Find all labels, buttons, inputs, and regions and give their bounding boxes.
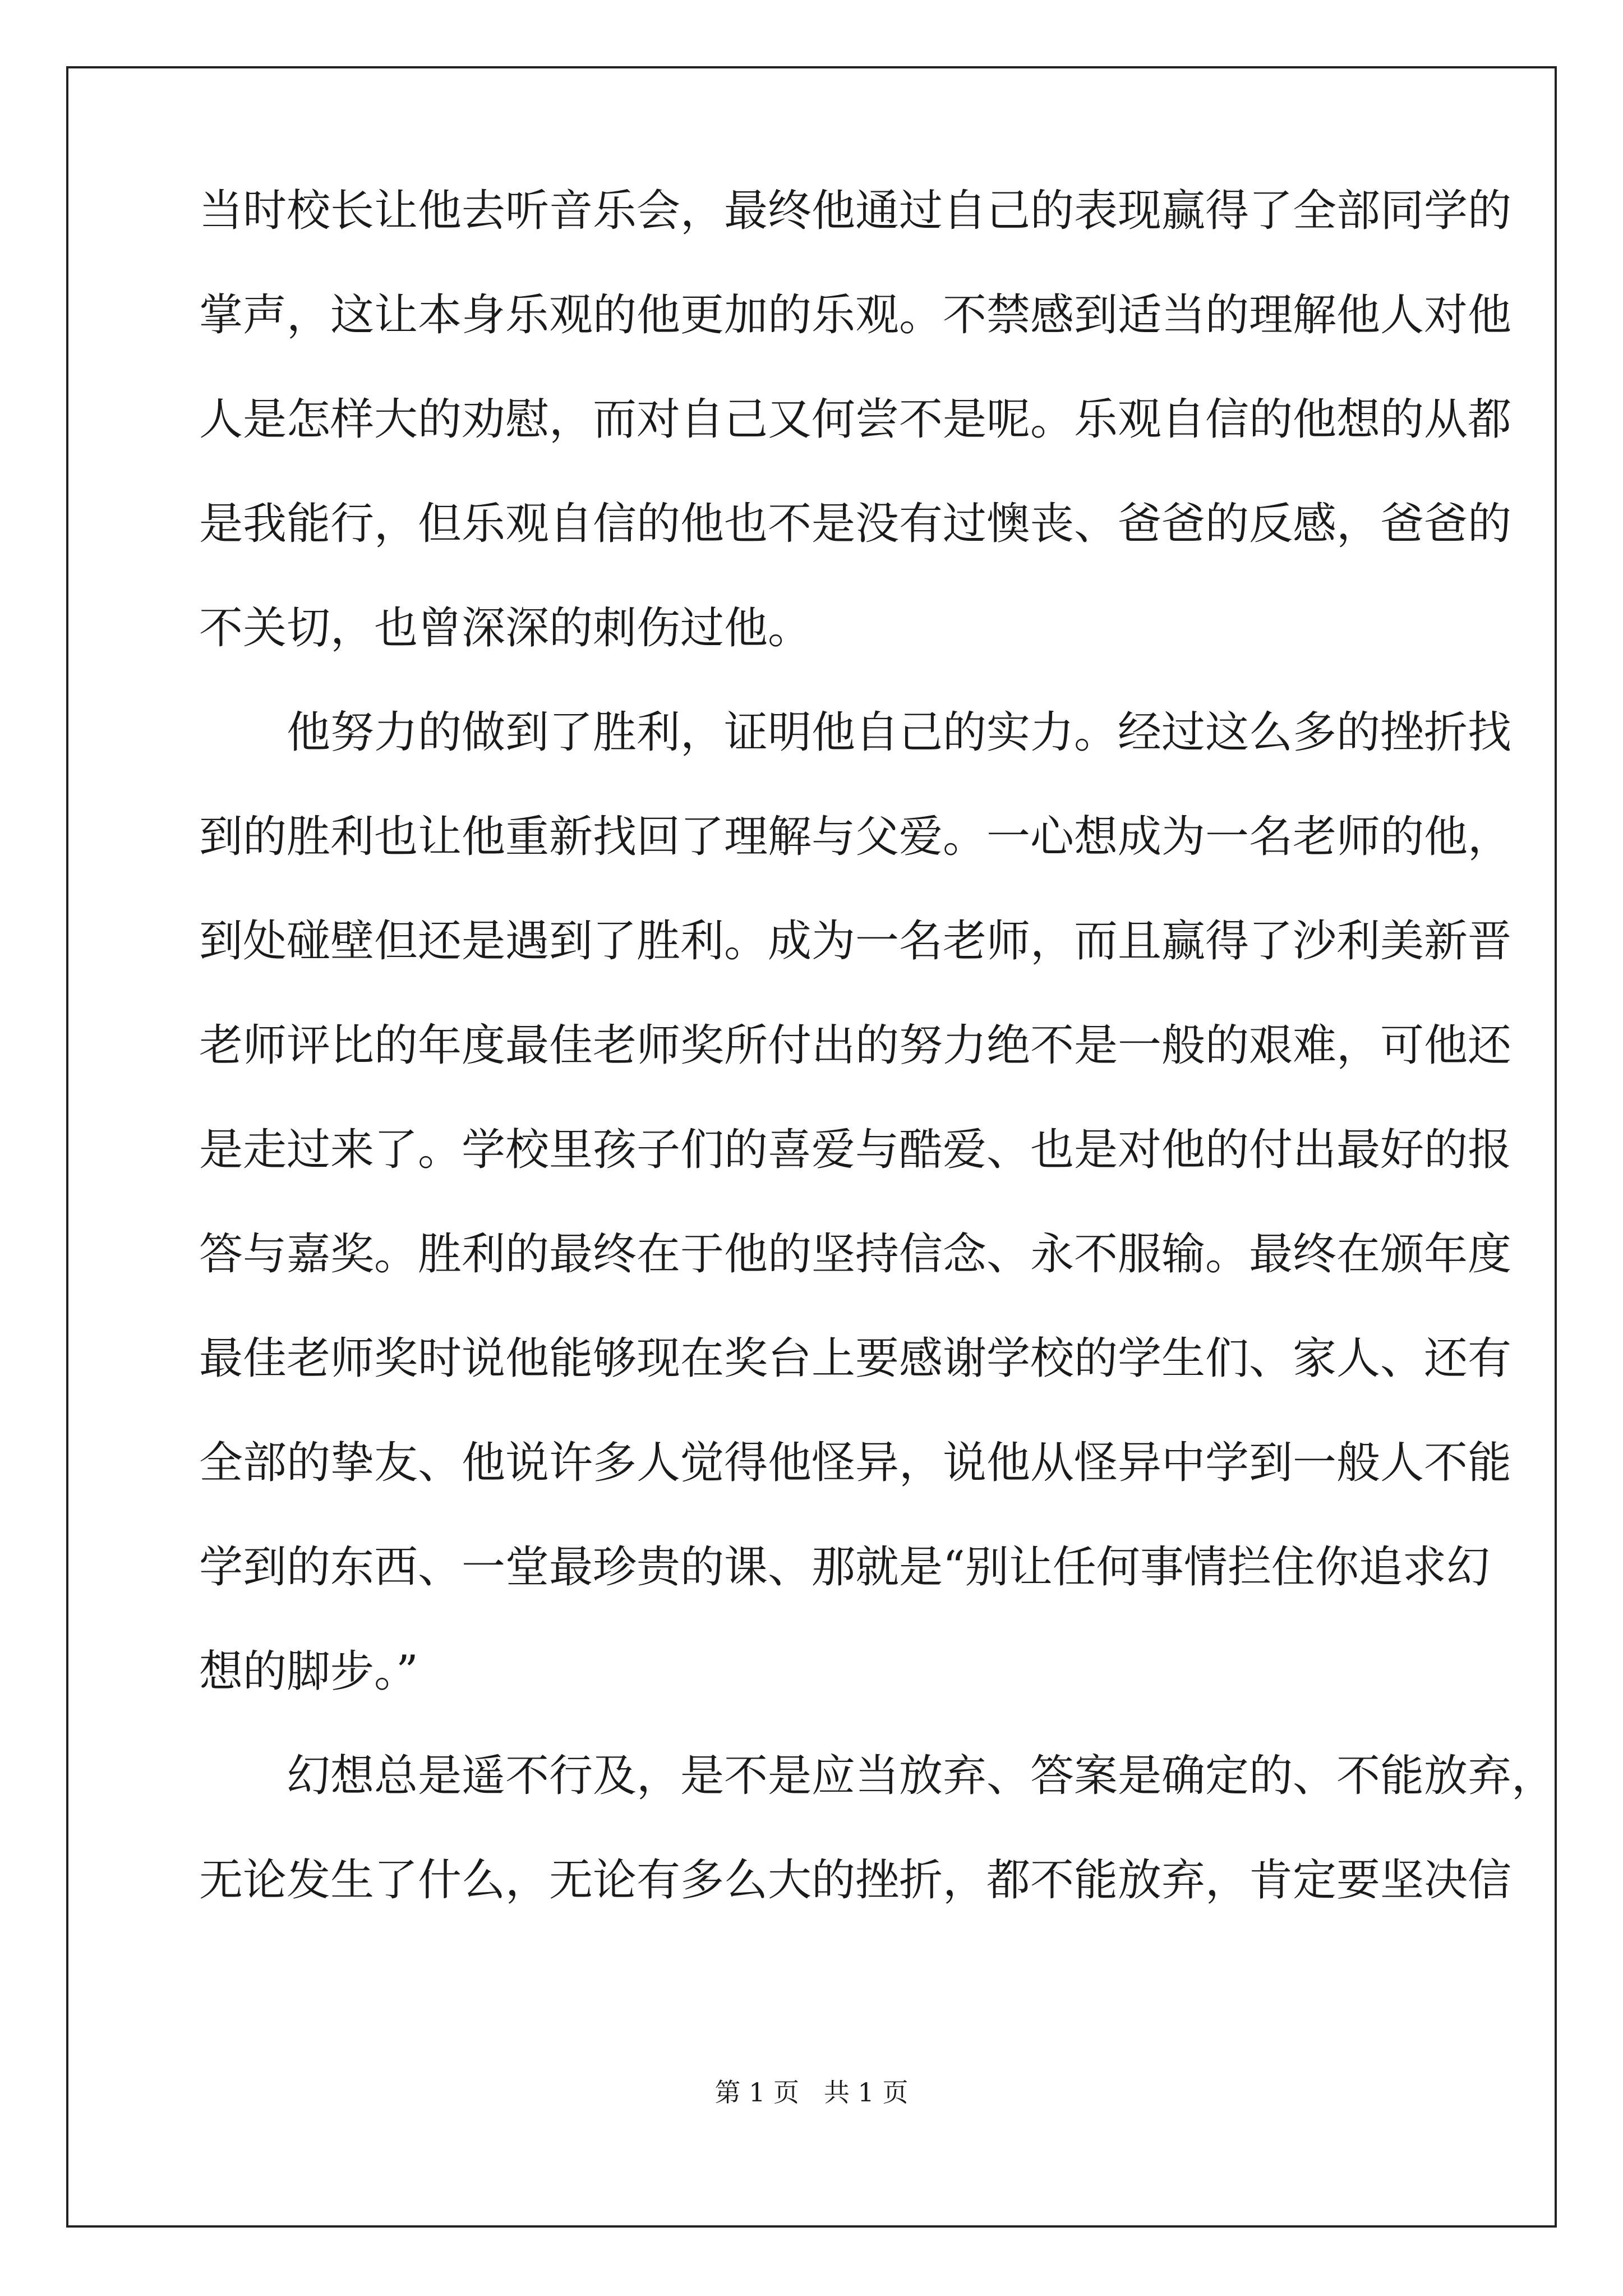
- text-line: 无论发生了什么，无论有多么大的挫折，都不能放弃，肯定要坚决信: [199, 1855, 1512, 1906]
- page-number: 第 1 页: [714, 2077, 800, 2108]
- text-line: 掌声，这让本身乐观的他更加的乐观。不禁感到适当的理解他人对他: [199, 290, 1512, 341]
- text-line: 是我能行，但乐观自信的他也不是没有过懊丧、爸爸的反感，爸爸的: [199, 499, 1512, 549]
- text-line: 到处碰壁但还是遇到了胜利。成为一名老师，而且赢得了沙利美新晋: [199, 916, 1512, 967]
- text-line: 老师评比的年度最佳老师奖所付出的努力绝不是一般的艰难，可他还: [199, 1020, 1512, 1071]
- page-total: 共 1 页: [823, 2077, 909, 2108]
- text-line: 人是怎样大的劝慰，而对自己又何尝不是呢。乐观自信的他想的从都: [199, 394, 1512, 445]
- text-line: 最佳老师奖时说他能够现在奖台上要感谢学校的学生们、家人、还有: [199, 1333, 1512, 1384]
- text-line: 学到的东西、一堂最珍贵的课、那就是“别让任何事情拦住你追求幻: [199, 1542, 1490, 1593]
- page-footer: [0, 2076, 1623, 2109]
- text-line: 答与嘉奖。胜利的最终在于他的坚持信念、永不服输。最终在颁年度: [199, 1229, 1512, 1280]
- paragraph-start-line: 他努力的做到了胜利，证明他自己的实力。经过这么多的挫折找: [287, 707, 1512, 758]
- text-line: 当时校长让他去听音乐会，最终他通过自己的表现赢得了全部同学的: [199, 186, 1512, 236]
- text-line: 全部的挚友、他说许多人觉得他怪异，说他从怪异中学到一般人不能: [199, 1438, 1512, 1488]
- text-line: 到的胜利也让他重新找回了理解与父爱。一心想成为一名老师的他，: [199, 812, 1512, 862]
- text-line: 想的脚步。”: [199, 1646, 418, 1697]
- text-line: 不关切，也曾深深的刺伤过他。: [199, 603, 812, 654]
- paragraph-start-line: 幻想总是遥不行及，是不是应当放弃、答案是确定的、不能放弃，: [287, 1751, 1556, 1801]
- text-line: 是走过来了。学校里孩子们的喜爱与酷爱、也是对他的付出最好的报: [199, 1125, 1512, 1175]
- document-body: [199, 185, 1556, 1959]
